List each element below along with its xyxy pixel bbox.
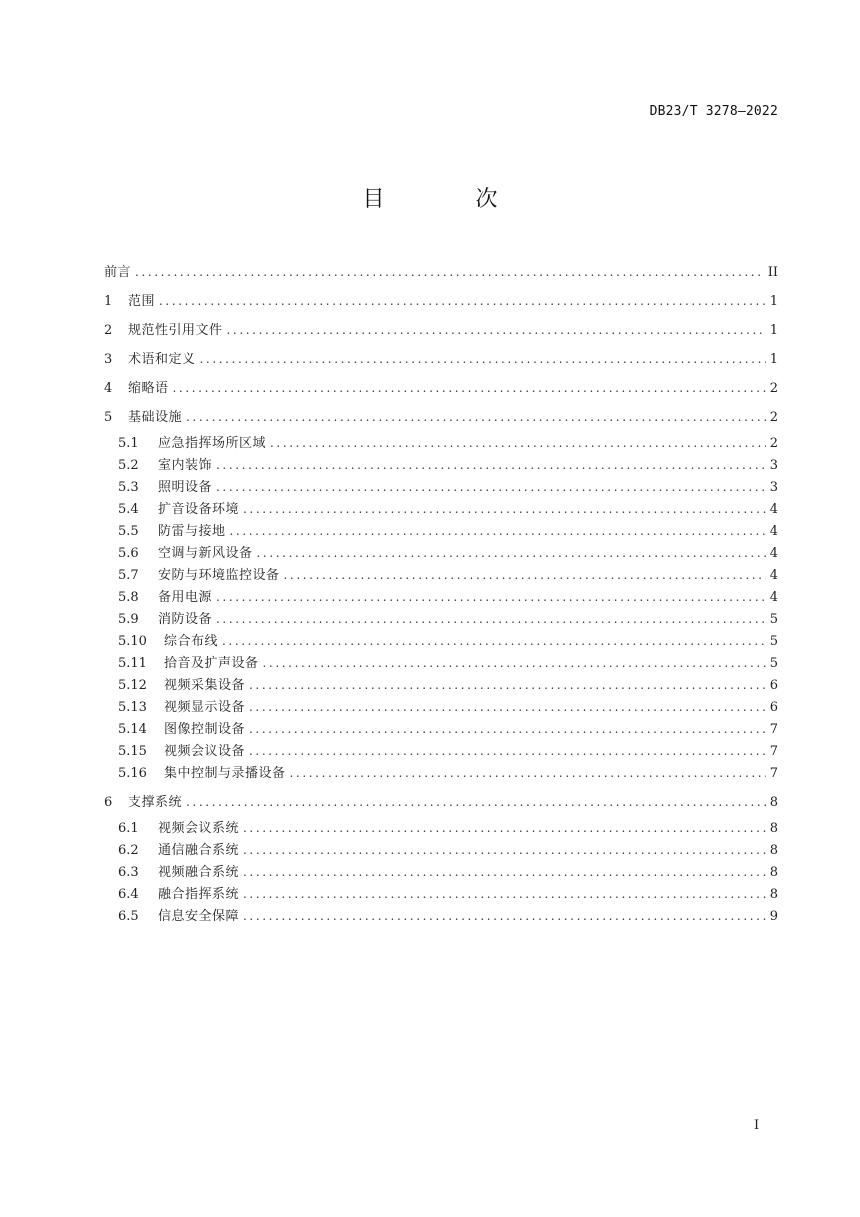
- toc-entry-number: 6.2: [118, 843, 139, 858]
- page-number: I: [754, 1118, 760, 1133]
- toc-dot-leader: [290, 762, 766, 784]
- toc-entry[interactable]: [104, 674, 778, 696]
- toc-dot-leader: [243, 905, 766, 927]
- toc-entry[interactable]: [104, 839, 778, 861]
- toc-entry-number: 5.12: [118, 678, 147, 693]
- toc-entry-page: 2: [769, 436, 778, 451]
- toc-entry-page: 6: [769, 678, 778, 693]
- toc-entry-page: 4: [769, 590, 778, 605]
- toc-dot-leader: [216, 476, 766, 498]
- toc-entry-title[interactable]: 扩音设备环境: [158, 502, 240, 517]
- toc-entry-page: II: [767, 265, 778, 280]
- toc-entry[interactable]: [104, 542, 778, 564]
- toc-dot-leader: [243, 883, 766, 905]
- toc-entry-page: 8: [769, 821, 778, 836]
- toc-entry-number: 1: [104, 294, 113, 309]
- toc-entry-title[interactable]: 视频显示设备: [164, 700, 246, 715]
- toc-entry[interactable]: [104, 316, 778, 345]
- document-code: DB23/T 3278—2022: [649, 104, 778, 119]
- toc-entry[interactable]: [104, 403, 778, 432]
- toc-entry[interactable]: [104, 718, 778, 740]
- toc-dot-leader: [186, 788, 766, 817]
- toc-entry-number: 6.3: [118, 865, 139, 880]
- toc-entry[interactable]: [104, 883, 778, 905]
- toc-dot-leader: [243, 498, 766, 520]
- toc-entry[interactable]: [104, 520, 778, 542]
- toc-entry-number: 5.14: [118, 722, 147, 737]
- toc-dot-leader: [159, 287, 766, 316]
- toc-entry[interactable]: [104, 630, 778, 652]
- toc-dot-leader: [243, 861, 766, 883]
- toc-entry-number: 5.2: [118, 458, 139, 473]
- toc-dot-leader: [249, 740, 766, 762]
- toc-entry-page: 6: [769, 700, 778, 715]
- toc-entry[interactable]: [104, 740, 778, 762]
- toc-entry-page: 8: [769, 865, 778, 880]
- toc-entry-number: 5.6: [118, 546, 139, 561]
- toc-entry-number: 5.11: [118, 656, 147, 671]
- toc-entry-number: 5: [104, 410, 113, 425]
- toc-entry[interactable]: [104, 762, 778, 784]
- toc-entry-title[interactable]: 通信融合系统: [158, 843, 240, 858]
- toc-dot-leader: [249, 674, 766, 696]
- toc-entry-number: 5.5: [118, 524, 139, 539]
- toc-dot-leader: [249, 718, 766, 740]
- toc-dot-leader: [186, 403, 766, 432]
- toc-entry-page: 8: [769, 843, 778, 858]
- toc-entry-page: 1: [769, 294, 778, 309]
- toc-entry-number: 2: [104, 323, 113, 338]
- toc-entry-number: 5.9: [118, 612, 139, 627]
- toc-dot-leader: [227, 316, 766, 345]
- toc-entry-number: 6.1: [118, 821, 139, 836]
- toc-entry-title[interactable]: 综合布线: [164, 634, 219, 649]
- toc-entry-page: 8: [769, 795, 778, 810]
- toc-entry[interactable]: [104, 652, 778, 674]
- toc-entry-title[interactable]: 规范性引用文件: [128, 323, 223, 338]
- table-of-contents: [104, 258, 778, 927]
- toc-entry-page: 5: [769, 634, 778, 649]
- toc-entry-title[interactable]: 消防设备: [158, 612, 213, 627]
- toc-entry[interactable]: [104, 817, 778, 839]
- toc-dot-leader: [216, 608, 766, 630]
- toc-entry[interactable]: [104, 374, 778, 403]
- toc-dot-leader: [243, 817, 766, 839]
- toc-dot-leader: [216, 586, 766, 608]
- toc-entry-page: 7: [769, 766, 778, 781]
- toc-entry-title[interactable]: 基础设施: [128, 410, 183, 425]
- toc-entry[interactable]: [104, 432, 778, 454]
- toc-entry-page: 5: [769, 612, 778, 627]
- toc-entry-number: 6.4: [118, 887, 139, 902]
- toc-entry-title[interactable]: 室内装饰: [158, 458, 213, 473]
- toc-entry-number: 6.5: [118, 909, 139, 924]
- toc-entry-title[interactable]: 融合指挥系统: [158, 887, 240, 902]
- toc-entry-number: 5.10: [118, 634, 147, 649]
- toc-entry[interactable]: [104, 608, 778, 630]
- toc-entry-page: 4: [769, 524, 778, 539]
- toc-entry-title[interactable]: 安防与环境监控设备: [158, 568, 280, 583]
- toc-dot-leader: [230, 520, 766, 542]
- toc-entry-page: 4: [769, 546, 778, 561]
- toc-entry-page: 4: [769, 502, 778, 517]
- toc-dot-leader: [216, 454, 766, 476]
- toc-entry-number: 5.15: [118, 744, 147, 759]
- toc-entry[interactable]: [104, 476, 778, 498]
- toc-entry-title[interactable]: 缩略语: [128, 381, 169, 396]
- toc-title: 目 次: [362, 187, 540, 212]
- toc-dot-leader: [270, 432, 766, 454]
- toc-entry-number: 5.4: [118, 502, 139, 517]
- toc-entry[interactable]: [104, 498, 778, 520]
- toc-entry-page: 7: [769, 744, 778, 759]
- toc-entry-page: 1: [769, 323, 778, 338]
- toc-entry-page: 9: [769, 909, 778, 924]
- toc-entry-title[interactable]: 视频融合系统: [158, 865, 240, 880]
- toc-entry-number: 5.13: [118, 700, 147, 715]
- toc-entry[interactable]: [104, 788, 778, 817]
- toc-entry[interactable]: [104, 696, 778, 718]
- toc-entry-title[interactable]: 图像控制设备: [164, 722, 246, 737]
- toc-entry-number: 5.7: [118, 568, 139, 583]
- toc-entry[interactable]: [104, 287, 778, 316]
- toc-entry[interactable]: [104, 905, 778, 927]
- toc-entry-title[interactable]: 视频会议设备: [164, 744, 246, 759]
- toc-entry-title[interactable]: 前言: [104, 265, 132, 280]
- toc-entry-page: 1: [769, 352, 778, 367]
- toc-entry-title[interactable]: 视频会议系统: [158, 821, 240, 836]
- toc-entry-title[interactable]: 范围: [128, 294, 156, 309]
- toc-entry[interactable]: [104, 345, 778, 374]
- toc-entry-number: 5.16: [118, 766, 147, 781]
- toc-entry-title[interactable]: 视频采集设备: [164, 678, 246, 693]
- toc-entry-page: 7: [769, 722, 778, 737]
- toc-entry-number: 5.8: [118, 590, 139, 605]
- toc-entry-title[interactable]: 拾音及扩声设备: [164, 656, 259, 671]
- toc-dot-leader: [263, 652, 766, 674]
- toc-dot-leader: [284, 564, 766, 586]
- toc-entry[interactable]: [104, 454, 778, 476]
- toc-entry-title[interactable]: 空调与新风设备: [158, 546, 253, 561]
- toc-dot-leader: [135, 258, 764, 287]
- toc-entry[interactable]: [104, 586, 778, 608]
- toc-entry-title[interactable]: 支撑系统: [128, 795, 183, 810]
- toc-entry-page: 3: [769, 480, 778, 495]
- toc-entry-title[interactable]: 信息安全保障: [158, 909, 240, 924]
- toc-entry-title[interactable]: 备用电源: [158, 590, 213, 605]
- toc-entry-title[interactable]: 照明设备: [158, 480, 213, 495]
- toc-entry-title[interactable]: 应急指挥场所区域: [158, 436, 267, 451]
- toc-dot-leader: [243, 839, 766, 861]
- toc-entry-number: 4: [104, 381, 113, 396]
- toc-entry-title[interactable]: 术语和定义: [128, 352, 196, 367]
- toc-dot-leader: [200, 345, 766, 374]
- toc-entry-page: 2: [769, 381, 778, 396]
- toc-entry-title[interactable]: 集中控制与录播设备: [164, 766, 286, 781]
- toc-entry-page: 8: [769, 887, 778, 902]
- toc-entry-number: 5.3: [118, 480, 139, 495]
- toc-entry-page: 5: [769, 656, 778, 671]
- toc-entry-number: 5.1: [118, 436, 139, 451]
- toc-entry-title[interactable]: 防雷与接地: [158, 524, 226, 539]
- toc-dot-leader: [257, 542, 766, 564]
- toc-dot-leader: [222, 630, 766, 652]
- toc-entry-page: 4: [769, 568, 778, 583]
- toc-dot-leader: [173, 374, 766, 403]
- toc-entry-page: 2: [769, 410, 778, 425]
- toc-entry[interactable]: [104, 564, 778, 586]
- toc-entry-number: 3: [104, 352, 113, 367]
- toc-entry[interactable]: [104, 258, 778, 287]
- toc-entry[interactable]: [104, 861, 778, 883]
- toc-entry-page: 3: [769, 458, 778, 473]
- toc-entry-number: 6: [104, 795, 113, 810]
- toc-dot-leader: [249, 696, 766, 718]
